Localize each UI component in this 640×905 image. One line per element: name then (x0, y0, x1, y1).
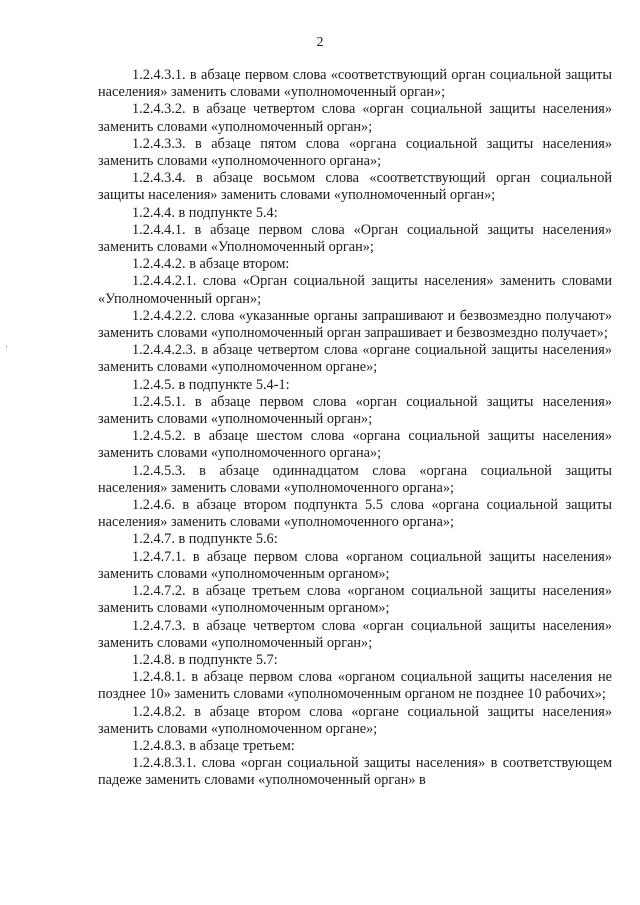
paragraph: 1.2.4.7.2. в абзаце третьем слова «органом социальной защиты населения» заменить словами «уполномоченным органом»; (98, 583, 612, 617)
paragraph: 1.2.4.4.2.2. слова «указанные органы запрашивают и безвозмездно получают» заменить словами «уполномоченный орган запрашивает и безвозмездно получает»; (98, 307, 612, 342)
paragraph: 1.2.4.5.3. в абзаце одиннадцатом слова «органа социальной защиты населения» заменить словами «уполномоченного органа»; (98, 462, 612, 496)
paragraph: 1.2.4.8.1. в абзаце первом слова «органом социальной защиты населения не позднее 10» заменить словами «уполномоченным органом не позднее 10 рабочих»; (98, 669, 612, 703)
paragraph: 1.2.4.7.1. в абзаце первом слова «органом социальной защиты населения» заменить словами «уполномоченным органом»; (98, 548, 612, 582)
paragraph: 1.2.4.7.3. в абзаце четвертом слова «орган социальной защиты населения» заменить словами «уполномоченный орган»; (98, 617, 612, 651)
paragraph: 1.2.4.6. в абзаце втором подпункта 5.5 слова «органа социальной защиты населения» заменить словами «уполномоченного органа»; (98, 497, 612, 531)
paragraph: 1.2.4.3.4. в абзаце восьмом слова «соответствующий орган социальной защиты населения» заменить словами «уполномоченный орган»; (98, 170, 612, 204)
paragraph: 1.2.4.4.2.3. в абзаце четвертом слова «органе социальной защиты населения» заменить словами «уполномоченном органе»; (98, 342, 612, 376)
paragraph: 1.2.4.3.1. в абзаце первом слова «соответствующий орган социальной защиты населения» заменить словами «уполномоченный орган»; (98, 67, 612, 101)
paragraph: 1.2.4.8. в подпункте 5.7: (132, 651, 278, 668)
paragraph: 1.2.4.5.2. в абзаце шестом слова «органа социальной защиты населения» заменить словами «уполномоченного органа»; (98, 428, 612, 462)
paragraph: 1.2.4.4.2.1. слова «Орган социальной защиты населения» заменить словами «Уполномоченный орган»; (98, 273, 612, 307)
paragraph: 1.2.4.7. в подпункте 5.6: (132, 531, 278, 548)
paragraph: 1.2.4.5.1. в абзаце первом слова «орган социальной защиты населения» заменить словами «уполномоченный орган»; (98, 393, 612, 428)
paragraph: 1.2.4.3.2. в абзаце четвертом слова «орган социальной защиты населения» заменить словами «уполномоченный орган»; (98, 101, 612, 135)
paragraph: 1.2.4.8.3. в абзаце третьем: (132, 737, 295, 754)
paragraph: 1.2.4.8.3.1. слова «орган социальной защиты населения» в соответствующем падеже заменить словами «уполномоченный орган» в (98, 755, 612, 789)
page-number: 2 (316, 35, 324, 50)
paragraph: 1.2.4.5. в подпункте 5.4-1: (132, 376, 290, 393)
paragraph: 1.2.4.4.1. в абзаце первом слова «Орган социальной защиты населения» заменить словами «Уполномоченный орган»; (98, 221, 612, 256)
paragraph: 1.2.4.8.2. в абзаце втором слова «органе социальной защиты населения» заменить словами «уполномоченном органе»; (98, 703, 612, 737)
paragraph: 1.2.4.4. в подпункте 5.4: (132, 204, 278, 221)
paragraph: 1.2.4.3.3. в абзаце пятом слова «органа социальной защиты населения» заменить словами «уполномоченного органа»; (98, 135, 612, 170)
margin-mark (6, 345, 7, 348)
paragraph: 1.2.4.4.2. в абзаце втором: (132, 256, 290, 273)
document-body (98, 67, 612, 790)
